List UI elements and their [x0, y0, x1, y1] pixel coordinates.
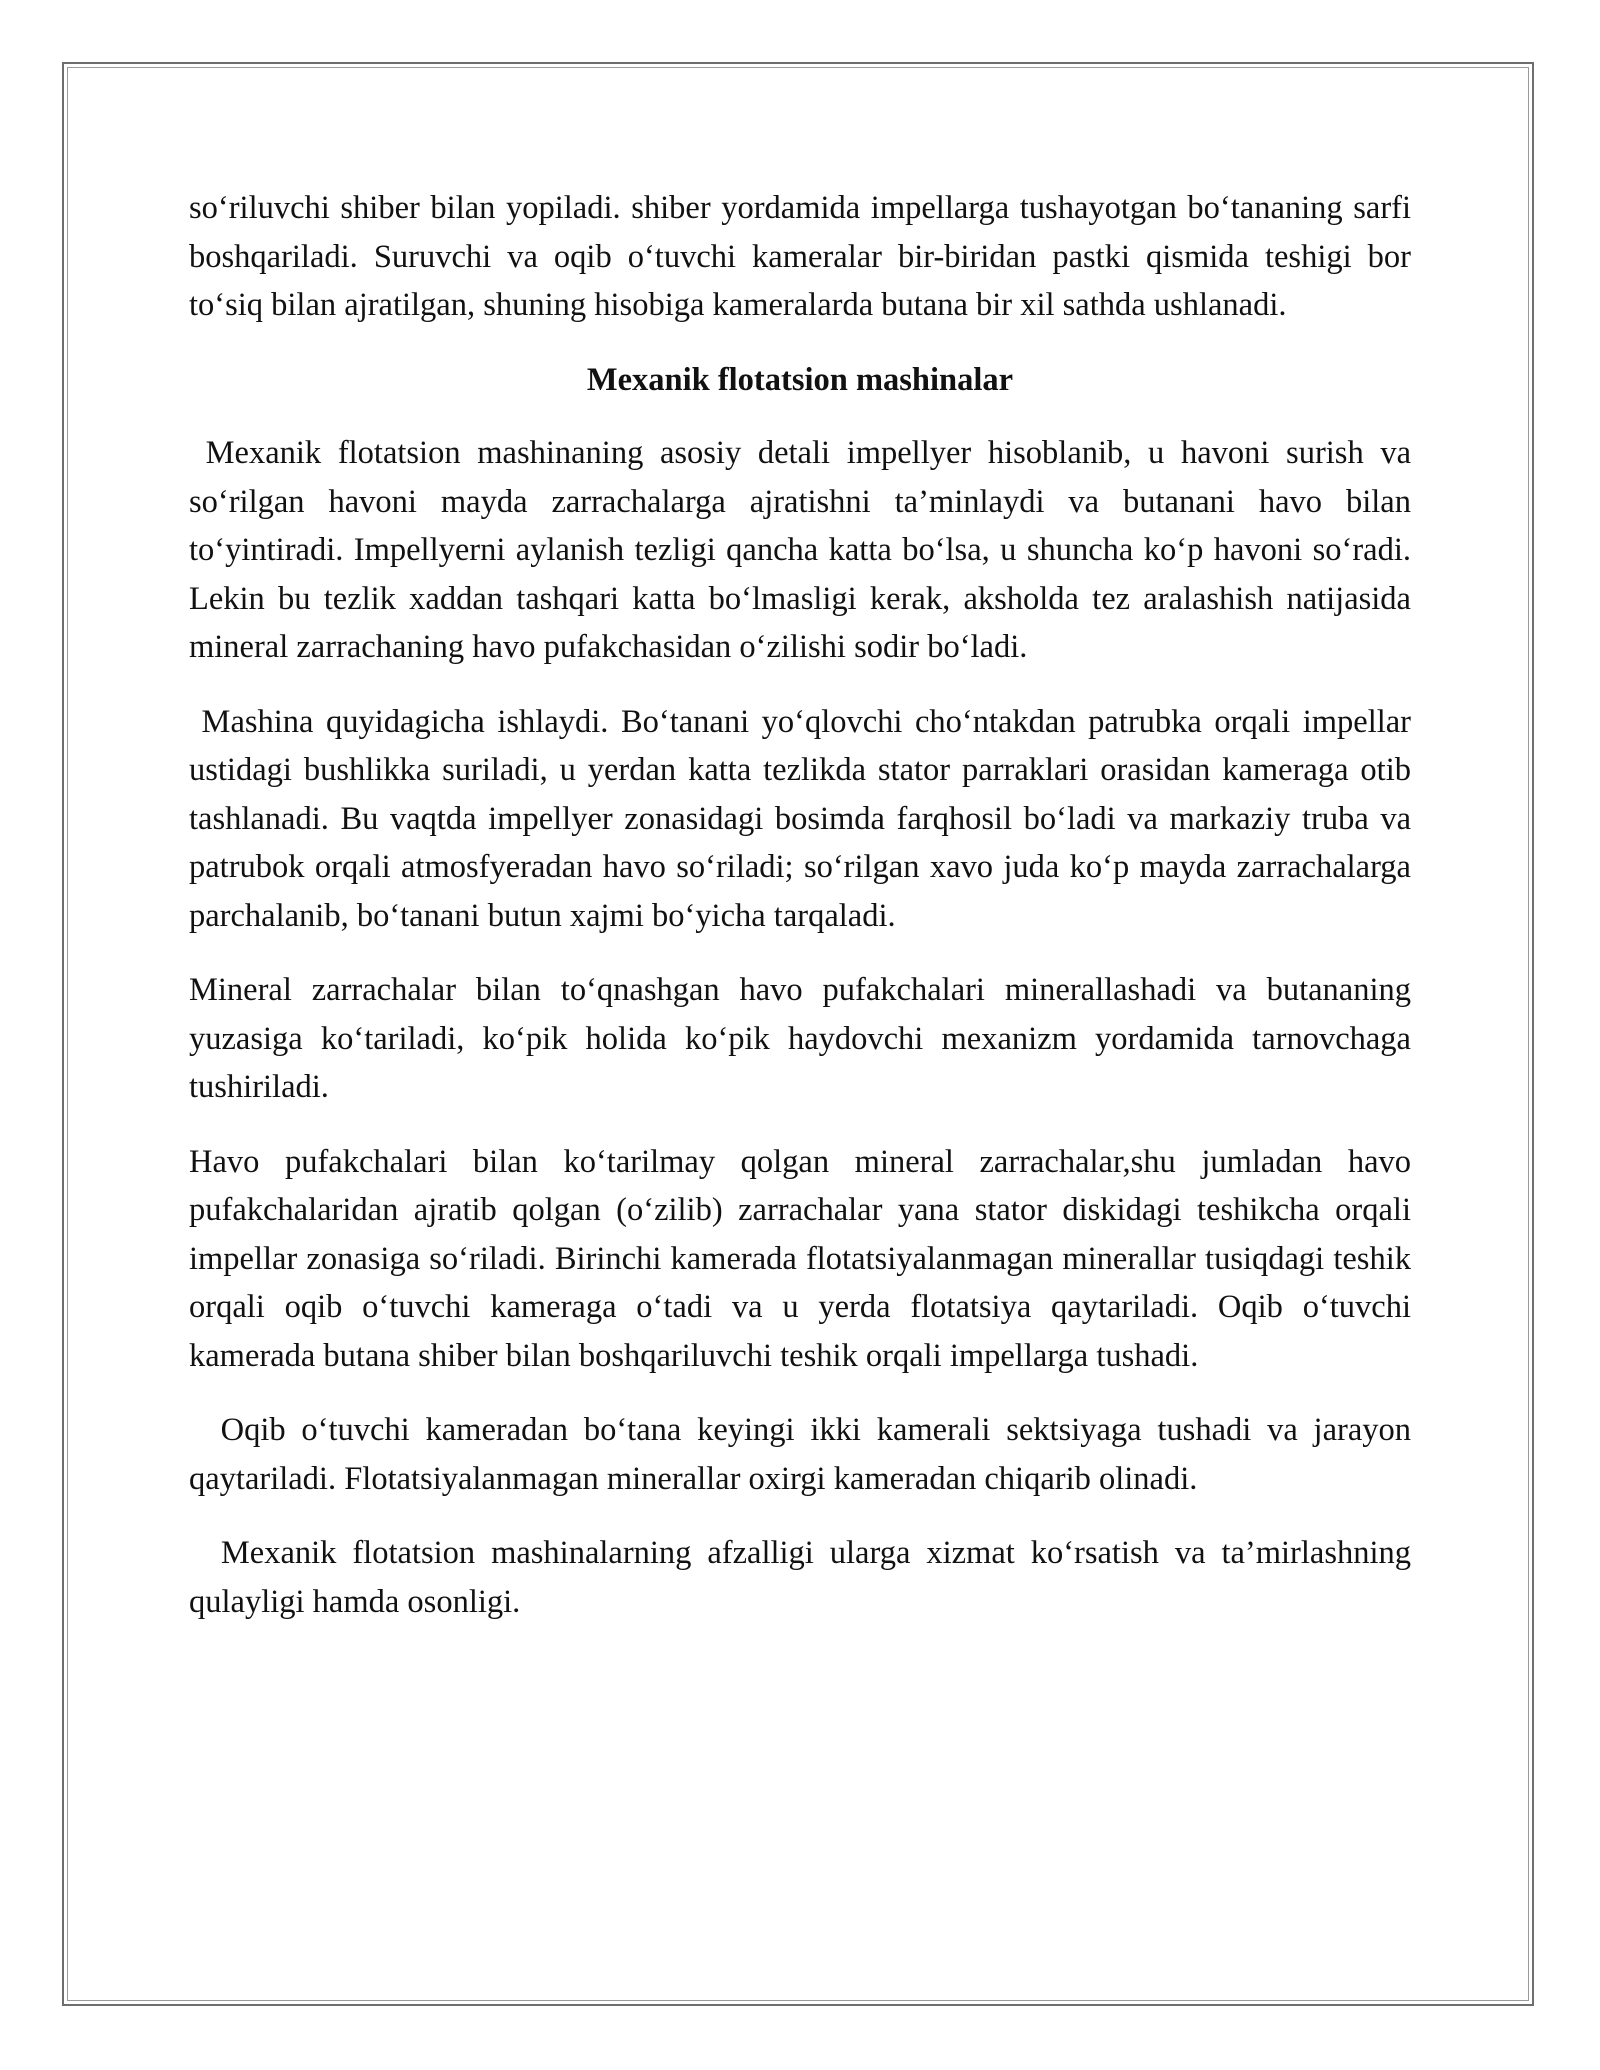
section-heading: Mexanik flotatsion mashinalar	[586, 361, 1014, 398]
paragraph-1: Mexanik flotatsion mashinaning asosiy detali impellyer hisoblanib, u havoni surish va so‘rilgan havoni mayda zarrachalarga ajratishni ta’minlaydi va butanani havo bilan to‘yintiradi. Impellyerni aylanish tezligi qancha katta bo‘lsa, u shuncha ko‘p havoni so‘radi. Lekin bu tezlik xaddan tashqari katta bo‘lmasligi kerak, aksholda tez aralashish natijasida mineral zarrachaning havo pufakchasidan o‘zilishi sodir bo‘ladi.	[189, 435, 1420, 665]
paragraph-6: Mexanik flotatsion mashinalarning afzalligi ularga xizmat ko‘rsatish va ta’mirlashning qulayligi hamda osonligi.	[189, 1535, 1420, 1620]
paragraph-4: Havo pufakchalari bilan ko‘tarilmay qolgan mineral zarrachalar,shu jumladan havo pufakchalaridan ajratib qolgan (o‘zilib) zarrachalar yana stator diskidagi teshikcha orqali impellar zonasiga so‘riladi. Birinchi kamerada flotatsiyalanmagan minerallar tusiqdagi teshik orqali oqib o‘tuvchi kameraga o‘tadi va u yerda flotatsiya qaytariladi. Oqib o‘tuvchi kamerada butana shiber bilan boshqariluvchi teshik orqali impellarga tushadi.	[189, 1143, 1420, 1374]
document-body	[189, 184, 1420, 1652]
paragraph-3: Mineral zarrachalar bilan to‘qnashgan havo pufakchalari minerallashadi va butananing yuzasiga ko‘tariladi, ko‘pik holida ko‘pik haydovchi mexanizm yordamida tarnovchaga tushiriladi.	[189, 972, 1420, 1105]
paragraph-continued: so‘riluvchi shiber bilan yopiladi. shiber yordamida impellarga tushayotgan bo‘tananing sarfi boshqariladi. Suruvchi va oqib o‘tuvchi kameralar bir-biridan pastki qismida teshigi bor to‘siq bilan ajratilgan, shuning hisobiga kameralarda butana bir xil sathda ushlanadi.	[189, 190, 1420, 323]
paragraph-5: Oqib o‘tuvchi kameradan bo‘tana keyingi ikki kamerali sektsiyaga tushadi va jarayon qaytariladi. Flotatsiyalanmagan minerallar oxirgi kameradan chiqarib olinadi.	[189, 1412, 1420, 1497]
paragraph-2: Mashina quyidagicha ishlaydi. Bo‘tanani yo‘qlovchi cho‘ntakdan patrubka orqali impellar ustidagi bushlikka suriladi, u yerdan katta tezlikda stator parraklari orasidan kameraga otib tashlanadi. Bu vaqtda impellyer zonasidagi bosimda farqhosil bo‘ladi va markaziy truba va patrubok orqali atmosfyeradan havo so‘riladi; so‘rilgan xavo juda ko‘p mayda zarrachalarga parchalanib, bo‘tanani butun xajmi bo‘yicha tarqaladi.	[189, 703, 1420, 934]
